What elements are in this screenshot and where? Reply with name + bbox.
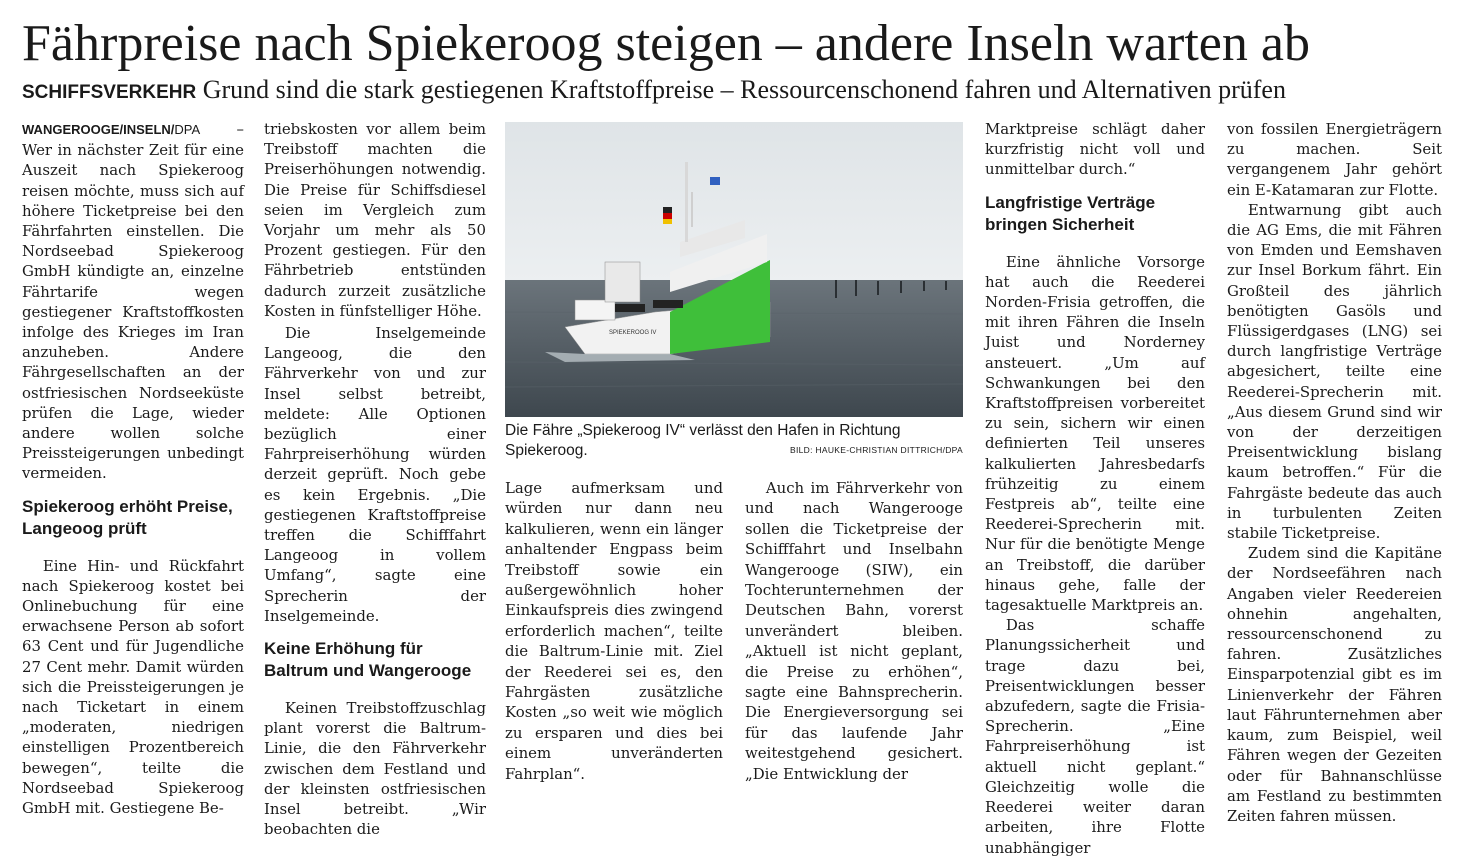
subheadline xyxy=(22,74,1452,109)
col5-paragraph-3: Das schaffe Planungssicherheit und trage dazu bei, Preisentwicklungen besser abzufedern, sagte die Frisia-Sprecherin. „Eine Fahrpreiserhöhung ist aktuell nicht geplant.“ Gleichzeitig wolle die Reederei weiter daran arbeiten, ihre Flotte unabhängiger xyxy=(985,616,1205,857)
col6-paragraph-3: Zudem sind die Kapitäne der Nordseefähren nach Angaben vieler Reedereien ohnehin angehalten, ressourcenschonend zu fahren. Zusätzliches Einsparpotenzial gibt es im Linienverkehr der Fähren laut Fährunternehmen aber kaum, zum Beispiel, weil Fähren wegen der Gezeiten oder für Bahnanschlüsse am Festland zu bestimmten Zeiten fahren müssen. xyxy=(1227,544,1442,825)
col5-paragraph-2: Eine ähnliche Vorsorge hat auch die Reederei Norden-Frisia getroffen, die mit ihren Fähren die Inseln Juist und Norderney ansteuert. „Um auf Schwankungen bei den Kraftstoffpreisen vorbereitet zu sein, sichern wir einen definierten Teil unseres kalkulierten Jahresbedarfs frühzeitig zu einem Festpreis ab“, teilte eine Reederei-Sprecherin mit. Nur für die benötigte Menge an Treibstoff, die darüber hinaus gehe, falle der tagesaktuelle Marktpreis an. xyxy=(985,252,1205,615)
subheading-baltrum: Keine Erhöhung für Baltrum und Wangerooge xyxy=(264,639,472,681)
subheading-spiekeroog: Spiekeroog erhöht Preise, Langeoog prüft xyxy=(22,496,233,538)
col5-paragraph-1: Marktpreise schlägt daher kurzfristig nicht voll und unmittelbar durch.“ xyxy=(985,120,1205,179)
col1-paragraph-1 xyxy=(22,119,244,484)
column-4 xyxy=(745,478,963,784)
photo-credit: BILD: HAUKE-CHRISTIAN DITTRICH/DPA xyxy=(790,445,963,455)
col3-paragraph-1: Lage aufmerksam und würden nur dann neu kalkulieren, wenn ein länger anhaltender Engpass beim Treibstoff sowie ein außergewöhnlich hoher Einkaufspreis dies zwingend erforderlich machen“, teilte die Baltrum-Linie mit. Ziel der Reederei sei es, den Fahrgästen zusätzliche Kosten „so weit wie möglich zu ersparen und dies bei einem unveränderten Fahrplan“. xyxy=(505,479,723,783)
headline: Fährpreise nach Spiekeroog steigen – andere Inseln warten ab xyxy=(22,15,1310,72)
column-1 xyxy=(22,119,244,818)
col6-paragraph-1: von fossilen Energieträgern zu machen. Seit vergangenem Jahr gehört ein E-Katamaran zur Flotte. xyxy=(1227,120,1442,199)
ferry-photo xyxy=(505,122,963,417)
col4-paragraph-1: Auch im Fährverkehr von und nach Wangerooge sollen die Ticketpreise der Schifffahrt und Inselbahn Wangerooge (SIW), ein Tochterunternehmen der Deutschen Bahn, vorerst unverändert bleiben. „Aktuell ist nicht geplant, die Preise zu erhöhen“, sagte eine Bahnsprecherin. Die Energieversorgung sei für das laufende Jahr weitestgehend gesichert. „Die Entwicklung der xyxy=(745,479,963,783)
col2-paragraph-3: Keinen Treibstoffzuschlag plant vorerst die Baltrum-Linie, die den Fährverkehr zwischen dem Festland und der kleinsten ostfriesischen Insel betreibt. „Wir beobachten die xyxy=(264,699,486,839)
kicker: SCHIFFSVERKEHR xyxy=(22,82,197,103)
col1-paragraph-2: Eine Hin- und Rückfahrt nach Spiekeroog kostet bei Onlinebuchung für eine erwachsene Person ab sofort 63 Cent und für Jugendliche 27 Cent mehr. Damit würden sich die Preissteigerungen je nach Ticketart in einem „moderaten, niedrigen einstelligen Prozentbereich bewegen“, teilte die Nordseebad Spiekeroog GmbH mit. Gestiegene Be- xyxy=(22,556,244,818)
column-6 xyxy=(1227,119,1442,826)
ferry-image xyxy=(505,122,963,417)
subheadline-text: Grund sind die stark gestiegenen Kraftstoffpreise – Ressourcenschonend fahren und Alternativen prüfen xyxy=(202,75,1286,104)
col1-text-1: – Wer in nächster Zeit für eine Auszeit nach Spiekeroog reisen möchte, muss sich auf höhere Ticketpreise bei den Fährfahrten einstellen. Die Nordseebad Spiekeroog GmbH kündigte an, einzelne Fährtarife wegen gestiegener Kraftstoffkosten infolge des Krieges im Iran anzuheben. Andere Fährgesellschaften an der ostfriesischen Nordseeküste prüfen die Lage, wieder andere wollen solche Preissteigerungen unbedingt vermeiden. xyxy=(22,120,244,483)
agency: DPA xyxy=(174,122,201,137)
subheading-vertraege: Langfristige Verträge bringen Sicherheit xyxy=(985,192,1156,234)
column-3 xyxy=(505,478,723,784)
column-2 xyxy=(264,119,486,840)
col2-paragraph-1: triebskosten vor allem beim Treibstoff machten die Preiserhöhungen notwendig. Die Preise für Schiffsdiesel seien im Vergleich zum Vorjahr um mehr als 50 Prozent gestiegen. Für den Fährbetrieb entstünden dadurch zurzeit zusätzliche Kosten in fünfstelliger Höhe. xyxy=(264,120,486,320)
col6-paragraph-2: Entwarnung gibt auch die AG Ems, die mit Fähren von Emden und Eemshaven zur Insel Borkum fährt. Ein Großteil des jährlich benötigten Gasöls und Flüssigerdgases (LNG) sei durch langfristige Verträge abgesichert, teilte eine Reederei-Sprecherin mit. „Aus diesem Grund sind wir von der derzeitigen Preisentwicklung bislang kaum betroffen.“ Für die Fahrgäste bedeute das auch in turbulenten Zeiten stabile Ticketpreise. xyxy=(1227,200,1442,543)
col2-paragraph-2: Die Inselgemeinde Langeoog, die den Fährverkehr von und zur Insel selbst betreibt, meldete: Alle Optionen bezüglich einer Fahrpreiserhöhung würden derzeit geprüft. Noch gebe es kein Ergebnis. „Die gestiegenen Kraftstoffpreise treffen die Schifffahrt Langeoog in vollem Umfang“, sagte eine Sprecherin der Inselgemeinde. xyxy=(264,324,486,625)
ship-name: SPIEKEROOG IV xyxy=(609,330,657,336)
column-5 xyxy=(985,119,1205,858)
dateline: WANGEROOGE/INSELN/ xyxy=(22,122,175,137)
photo-caption: Die Fähre „Spiekeroog IV“ verlässt den Hafen in Richtung Spiekeroog. xyxy=(505,422,901,459)
